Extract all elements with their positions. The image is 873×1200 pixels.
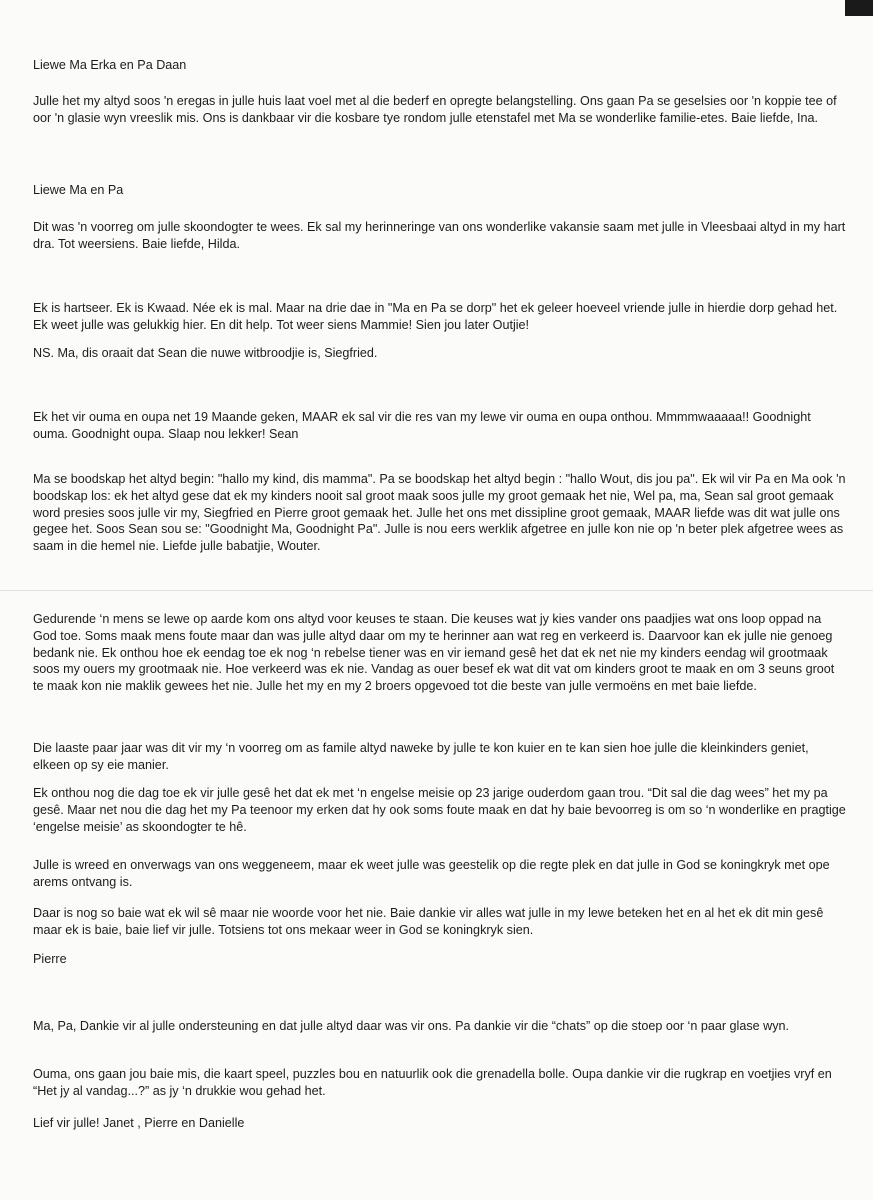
pierre-signature: Pierre xyxy=(33,952,67,966)
janet-paragraph-2: Ouma, ons gaan jou baie mis, die kaart speel, puzzles bou en natuurlik ook die grenadella bolle. Oupa dankie vir die rugkrap en voetjies vryf en “Het jy al vandag...?” as jy ‘n drukkie wou gehad het. xyxy=(33,1067,832,1098)
pierre-paragraph-4: Julle is wreed en onverwags van ons weggeneem, maar ek weet julle was geestelik op die regte plek en dat julle in God se koningkryk met ope arems ontvang is. xyxy=(33,858,830,889)
pierre-paragraph-2: Die laaste paar jaar was dit vir my ‘n voorreg om as famile altyd naweke by julle te kon kuier en te kan sien hoe julle die kleinkinders geniet, elkeen op sy eie manier. xyxy=(33,741,809,772)
pierre-paragraph-1: Gedurende ‘n mens se lewe op aarde kom ons altyd voor keuses te staan. Die keuses wat jy kies vander ons paadjies wat ons loop oppad na God toe. Soms maak mens foute maar dan was julle altyd daar om my te herinner aan wat reg en verkeerd is. Daarvoor kan ek julle nie genoeg bedank nie. Ek onthou hoe ek eendag toe ek nog ‘n rebelse tiener was en vir iemand gesê het dat ek net nie my kinders eendag wil grootmaak soos my ouers my grootmaak nie. Hoe verkeerd was ek nie. Vandag as ouer besef ek wat dit vat om kinders groot te maak en om 3 seuns groot te maak kon nie maklik gewees het nie. Julle het my en my 2 broers opgevoed tot die beste van julle vermoëns en met baie liefde. xyxy=(33,612,835,694)
hilda-salutation: Liewe Ma en Pa xyxy=(33,183,124,197)
ina-salutation: Liewe Ma Erka en Pa Daan xyxy=(33,58,187,72)
janet-signature: Lief vir julle! Janet , Pierre en Danielle xyxy=(33,1116,245,1130)
hilda-letter-body: Dit was 'n voorreg om julle skoondogter te wees. Ek sal my herinneringe van ons wonderlike vakansie saam met julle in Vleesbaai altyd in my hart dra. Tot weersiens. Baie liefde, Hilda. xyxy=(33,220,846,251)
pierre-paragraph-3: Ek onthou nog die dag toe ek vir julle gesê het dat ek met ‘n engelse meisie op 23 jarige ouderdom gaan trou. “Dit sal die dag wees” het my pa gesê. Maar net nou die dag het my Pa teenoor my erken dat hy ook soms foute maak en dat hy baie bevoorreg is om so ‘n wonderlike en pragtige ‘engelse meisie’ as skoondogter te hê. xyxy=(33,786,846,834)
wouter-letter-body: Ma se boodskap het altyd begin: "hallo my kind, dis mamma". Pa se boodskap het altyd begin : "hallo Wout, dis jou pa". Ek wil vir Pa en Ma ook 'n boodskap los: ek het altyd gese dat ek my kinders nooit sal groot maak soos julle my groot gemaak het nie, Wel pa, ma, Sean sal groot gemaak word presies soos julle vir my, Siegfried en Pierre groot gemaak het. Julle het ons met dissipline groot gemaak, MAAR liefde was dit wat julle ons gegee het. Soos Sean sou se: "Goodnight Ma, Goodnight Pa". Julle is nou eers werklik afgetree en julle kon nie op 'n beter plek afgetree wees as saam in die hemel nie. Liefde julle babatjie, Wouter. xyxy=(33,472,846,554)
siegfried-postscript: NS. Ma, dis oraait dat Sean die nuwe witbroodjie is, Siegfried. xyxy=(33,346,378,360)
page-fold-divider xyxy=(0,590,873,591)
pierre-paragraph-5: Daar is nog so baie wat ek wil sê maar nie woorde voor het nie. Baie dankie vir alles wat julle in my lewe beteken het en al het ek dit min gesê maar ek is baie, baie lief vir julle. Totsiens tot ons mekaar weer in God se koningkryk sien. xyxy=(33,906,824,937)
sean-letter-body: Ek het vir ouma en oupa net 19 Maande geken, MAAR ek sal vir die res van my lewe vir ouma en oupa onthou. Mmmmwaaaaa!! Goodnight ouma. Goodnight oupa. Slaap nou lekker! Sean xyxy=(33,410,811,441)
janet-paragraph-1: Ma, Pa, Dankie vir al julle ondersteuning en dat julle altyd daar was vir ons. Pa dankie vir die “chats” op die stoep oor ‘n paar glase wyn. xyxy=(33,1019,790,1033)
scan-edge-mark xyxy=(845,0,873,16)
siegfried-letter-body: Ek is hartseer. Ek is Kwaad. Née ek is mal. Maar na drie dae in "Ma en Pa se dorp" het ek geleer hoeveel vriende julle in hierdie dorp gehad het. Ek weet julle was gelukkig hier. En dit help. Tot weer siens Mammie! Sien jou later Outjie! xyxy=(33,301,838,332)
ina-letter-body: Julle het my altyd soos 'n eregas in julle huis laat voel met al die bederf en opregte belangstelling. Ons gaan Pa se geselsies oor 'n koppie tee of oor 'n glasie wyn vreeslik mis. Ons is dankbaar vir die kosbare tye rondom julle etenstafel met Ma se wonderlike familie-etes. Baie liefde, Ina. xyxy=(33,94,837,125)
